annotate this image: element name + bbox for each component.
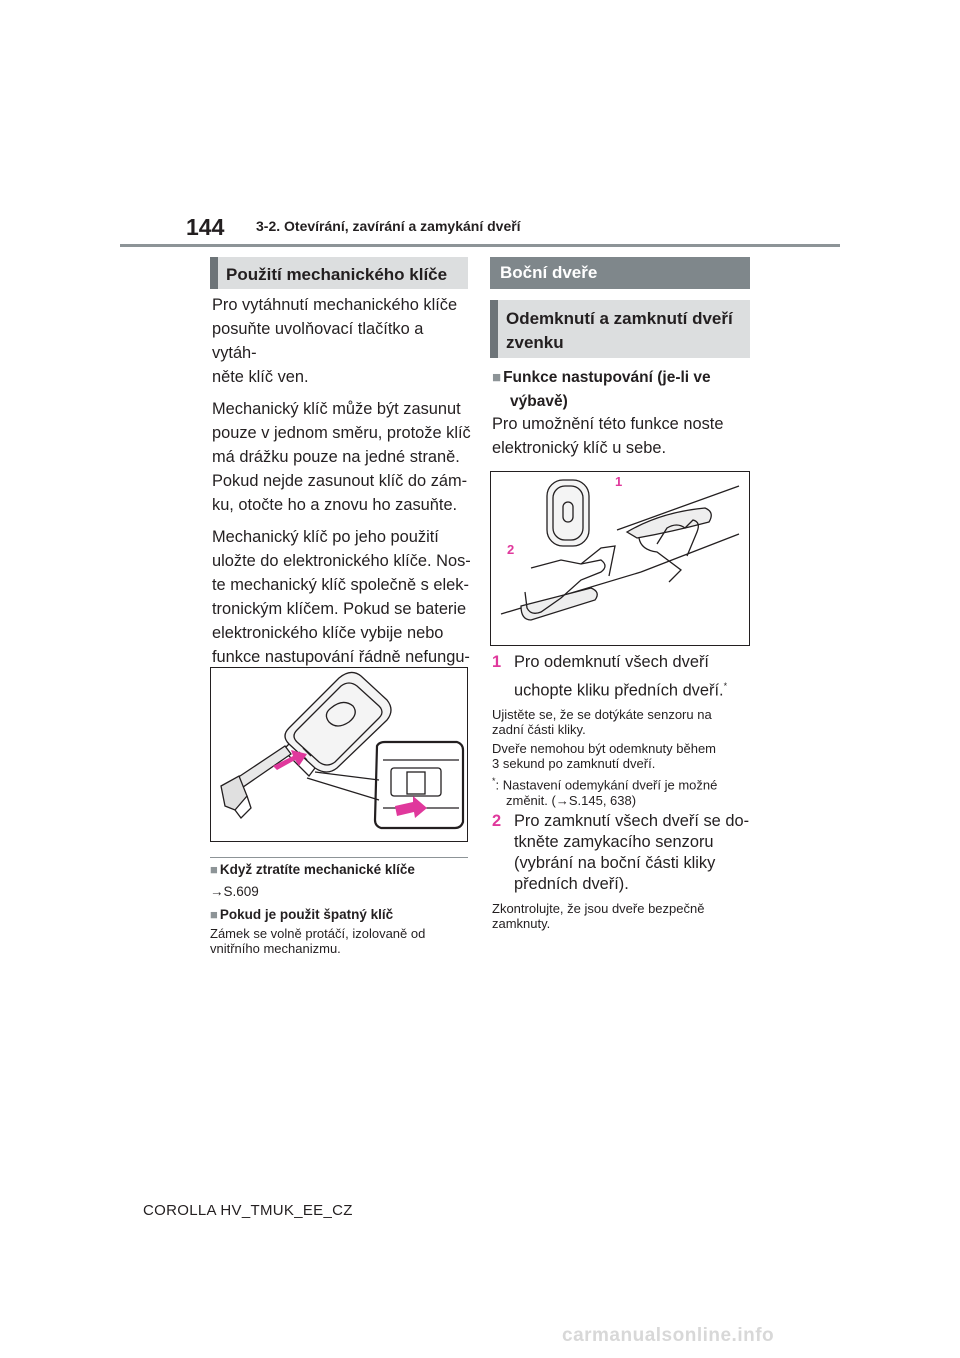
left-body — [212, 293, 472, 717]
step-2-text: 2 Pro zamknutí všech dveří se do- tkněte zamykacího senzoru (vybrání na boční části kliky předních dveří). — [492, 811, 750, 893]
step-2-note: Zkontrolujte, že jsou dveře bezpečně zamknuty. — [492, 900, 705, 931]
watermark: carmanualsonline.info — [562, 1325, 775, 1346]
note2-text: Zámek se volně protáčí, izolovaně od vnitřního mechanizmu. — [210, 926, 426, 956]
note1-text: →S.609 — [210, 884, 259, 899]
step-1-note-1: Ujistěte se, že se dotýkáte senzoru na zadní části kliky. — [492, 707, 712, 738]
footnote: *: Nastavení odemykání dveří je možné změnit. (→S.145, 638) — [492, 776, 718, 808]
left-notes — [210, 862, 472, 956]
feature-text: Pro umožnění této funkce noste elektronický klíč u sebe. — [492, 415, 724, 457]
square-bullet-icon: ■ — [492, 369, 502, 386]
model-code: COROLLA HV_TMUK_EE_CZ — [143, 1202, 353, 1219]
note1-heading: ■ Když ztratíte mechanické klíče — [210, 862, 415, 877]
para-2: Mechanický klíč může být zasunut pouze v jednom směru, protože klíč má drážku pouze na jedné straně. Pokud nejde zasunout klíč do zám- ku, otočte ho a znovu ho zasuňte. — [212, 400, 471, 514]
door-handle-drawing — [491, 472, 749, 645]
door-handle-illustration — [490, 471, 750, 646]
note2-heading: ■ Pokud je použit špatný klíč — [210, 907, 394, 922]
key-drawing — [211, 668, 467, 841]
section-title-side-doors: Boční dveře — [490, 257, 750, 289]
step-2-number: 2 — [492, 811, 502, 830]
page-number: 144 — [186, 214, 225, 240]
step-1-text: 1 Pro odemknutí všech dveří uchopte kliku předních dveří.* — [492, 650, 754, 702]
step-1 — [492, 650, 754, 931]
step-1-number: 1 — [492, 653, 502, 671]
square-bullet-icon: ■ — [210, 862, 218, 877]
step-1-note-2: Dveře nemohou být odemknuty během 3 sekund po zamknutí dveří. — [492, 741, 717, 772]
para-1: Pro vytáhnutí mechanického klíče posuňte uvolňovací tlačítko a vytáh- něte klíč ven. — [212, 296, 458, 386]
fig-label-1: 1 — [615, 474, 623, 489]
square-bullet-icon: ■ — [210, 907, 218, 922]
running-header: 3-2. Otevírání, zavírání a zamykání dveří — [256, 218, 521, 234]
feature-heading: ■ Funkce nastupování (je-li ve výbavě) — [492, 369, 711, 410]
note-rule — [210, 857, 468, 858]
header-rule — [120, 244, 840, 247]
subsection-title-unlock-lock: Odemknutí a zamknutí dveří zvenku — [490, 300, 750, 358]
mechanical-key-illustration — [210, 667, 468, 842]
section-title-mechanical-key: Použití mechanického klíče — [210, 257, 468, 289]
fig-label-2: 2 — [507, 542, 515, 557]
para-3: Mechanický klíč po jeho použití uložte do elektronického klíče. Nos- te mechanický klíč společně s elek- tronickým klíčem. Pokud se baterie elektronického klíče vybije nebo funkce nastupování řádně nefungu- — [212, 528, 471, 666]
